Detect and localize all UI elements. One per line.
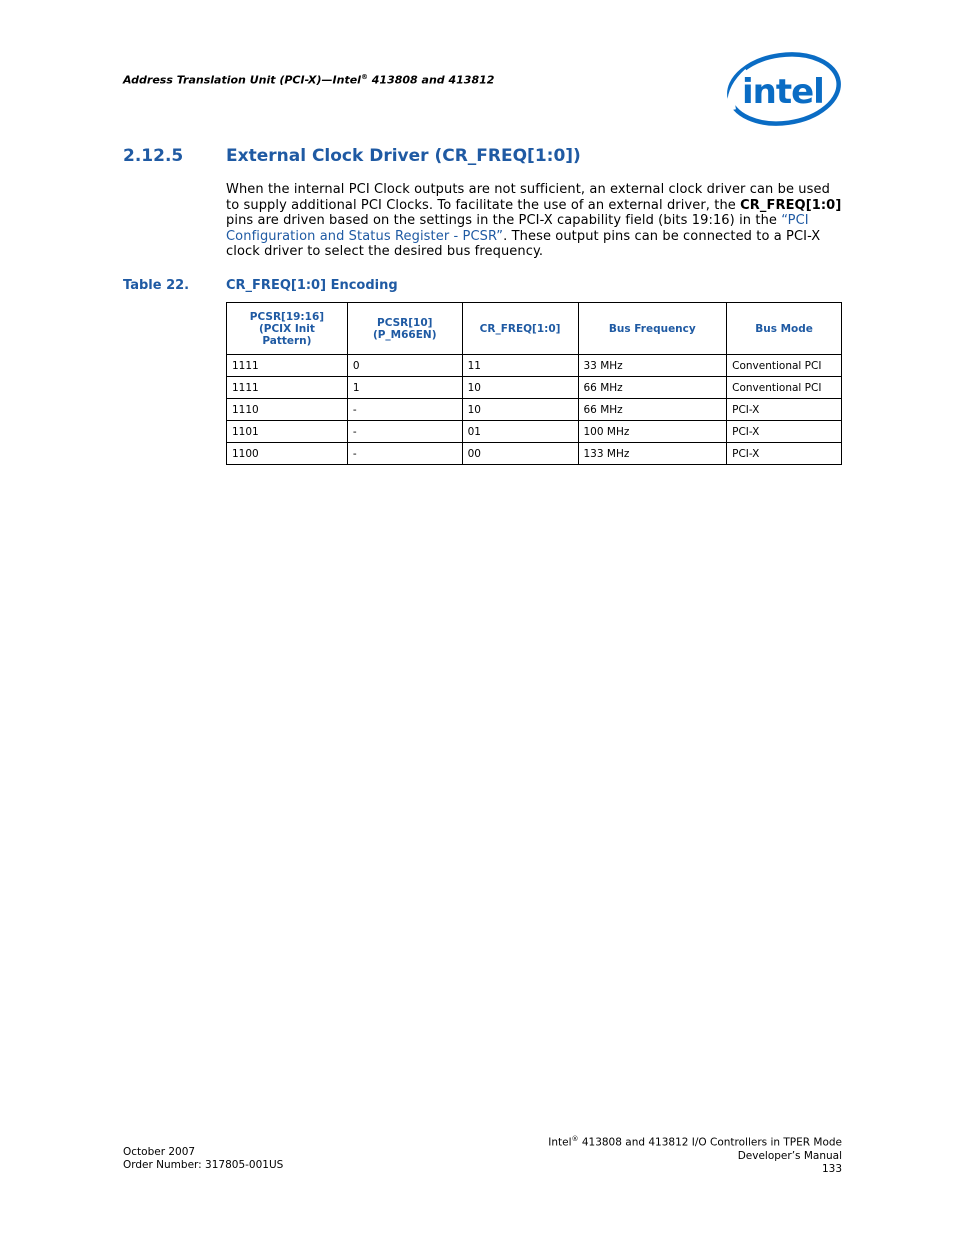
table-cell: 1111: [227, 355, 348, 377]
paragraph-text-1: When the internal PCI Clock outputs are not sufficient, an external clock driver can be used to supply additional PCI Clocks. To facilitate the use of an external driver, the: [226, 182, 830, 213]
table-cell: 01: [462, 421, 578, 443]
table-cell: 10: [462, 399, 578, 421]
table-cell: -: [347, 421, 462, 443]
paragraph-text-3: . These output pins can be connected to a PCI-X clock driver to select the desired bus frequency.: [226, 228, 821, 260]
table-cell: 1110: [227, 399, 348, 421]
section-title: External Clock Driver (CR_FREQ[1:0]): [226, 146, 581, 166]
table-row: [227, 377, 842, 399]
paragraph-text-2: pins are driven based on the settings in the PCI-X capability field (bits 19:16) in the: [226, 213, 782, 229]
table-cell: -: [347, 443, 462, 465]
table-cell: Conventional PCI: [727, 355, 842, 377]
section-number: 2.12.5: [123, 146, 184, 166]
table-cell: PCI-X: [727, 399, 842, 421]
column-header: CR_FREQ[1:0]: [462, 303, 578, 355]
table-row: [227, 443, 842, 465]
column-header: Bus Mode: [727, 303, 842, 355]
table-cell: 33 MHz: [578, 355, 727, 377]
table-cell: 00: [462, 443, 578, 465]
table-cell: 1100: [227, 443, 348, 465]
table-cell: Conventional PCI: [727, 377, 842, 399]
table-cell: 100 MHz: [578, 421, 727, 443]
column-header: Bus Frequency: [578, 303, 727, 355]
footer-doc-title-text: 413808 and 413812 I/O Controllers in TPER Mode: [578, 1136, 842, 1149]
table-caption: [123, 278, 398, 293]
footer-doc-title-brand: Intel: [548, 1136, 572, 1149]
intel-logo: [726, 50, 842, 128]
footer-order-number: Order Number: 317805-001US: [123, 1159, 284, 1171]
table-cell: 0: [347, 355, 462, 377]
table-cell: 1111: [227, 377, 348, 399]
table-cell: 66 MHz: [578, 377, 727, 399]
table-row: [227, 399, 842, 421]
footer-left: [123, 1146, 283, 1172]
table-number: Table 22.: [123, 278, 190, 293]
table-title: CR_FREQ[1:0] Encoding: [226, 278, 398, 293]
table-cell: 1: [347, 377, 462, 399]
table-cell: PCI-X: [727, 421, 842, 443]
table-cell: -: [347, 399, 462, 421]
logo-text: intel: [742, 72, 824, 112]
running-header-text: Address Translation Unit (PCI-X)—Intel: [123, 73, 361, 87]
table-cell: 10: [462, 377, 578, 399]
running-header-text-2: 413808 and 413812: [367, 73, 495, 87]
footer-doc-title: [548, 1133, 842, 1150]
table-cell: 66 MHz: [578, 399, 727, 421]
pcsr-cross-reference-link[interactable]: “PCI Configuration and Status Register - PCSR”: [226, 213, 809, 244]
registered-mark: ®: [571, 1135, 579, 1143]
page-number: 133: [821, 1162, 842, 1175]
table-cell: 133 MHz: [578, 443, 727, 465]
section-heading: [123, 146, 581, 166]
column-header: PCSR[19:16] (PCIX Init Pattern): [227, 303, 348, 355]
table-row: [227, 421, 842, 443]
paragraph-bold-term: CR_FREQ[1:0]: [740, 197, 842, 213]
table-cell: 1101: [227, 421, 348, 443]
column-header: PCSR[10] (P_M66EN): [347, 303, 462, 355]
footer-right: [548, 1133, 842, 1176]
encoding-table: [226, 302, 842, 465]
table-cell: 11: [462, 355, 578, 377]
footer-date: October 2007: [123, 1146, 196, 1158]
table-row: [227, 355, 842, 377]
registered-mark: ®: [360, 73, 368, 81]
table-cell: PCI-X: [727, 443, 842, 465]
table-header-row: [227, 303, 842, 355]
footer-doc-subtitle: Developer’s Manual: [737, 1149, 842, 1162]
running-header: [123, 73, 494, 87]
body-paragraph: [226, 182, 842, 260]
